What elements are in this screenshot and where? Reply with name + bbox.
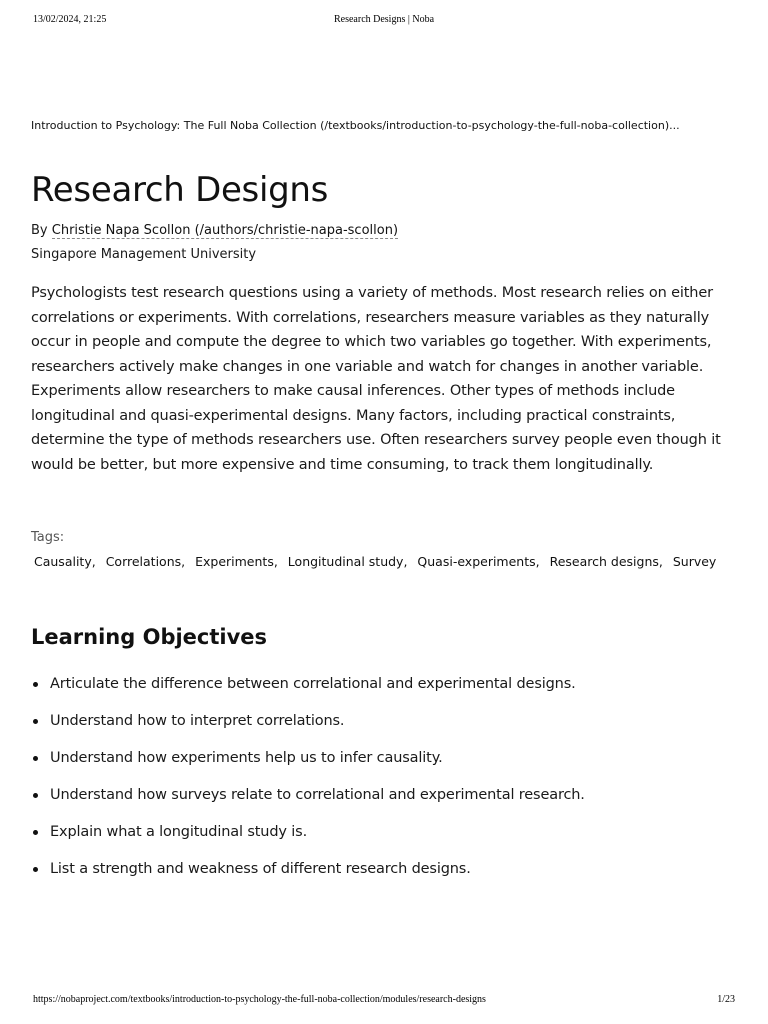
bullet-icon — [33, 793, 38, 798]
byline — [31, 222, 737, 240]
bullet-icon — [33, 867, 38, 872]
bullet-icon — [33, 830, 38, 835]
tag-quasi-experiments[interactable]: Quasi-experiments, — [417, 554, 540, 569]
objective-text: Articulate the difference between correlational and experimental designs. — [50, 676, 576, 692]
learning-objectives-list — [31, 674, 737, 879]
author-link[interactable]: Christie Napa Scollon (/authors/christie-napa-scollon) — [51, 223, 399, 238]
bullet-icon — [33, 756, 38, 761]
abstract: Psychologists test research questions using a variety of methods. Most research relies on either correlations or experiments. With correlations, researchers measure variables as they naturally occur in people and compute the degree to which two variables go together. With experiments, researchers actively make changes in one variable and watch for changes in another variable. Experiments allow researchers to make causal inferences. Other types of methods include longitudinal and quasi-experimental designs. Many factors, including practical constraints, determine the type of methods researchers use. Often researchers survey people even though it would be better, but more expensive and time consuming, to track them longitudinally. — [31, 285, 721, 473]
bullet-icon — [33, 682, 38, 687]
print-footer — [0, 994, 768, 1008]
print-datetime: 13/02/2024, 21:25 — [33, 14, 107, 25]
tag-correlations[interactable]: Correlations, — [105, 554, 186, 569]
tag-longitudinal-study[interactable]: Longitudinal study, — [287, 554, 408, 569]
author-affiliation: Singapore Management University — [31, 247, 257, 262]
list-item — [31, 859, 737, 879]
tag-experiments[interactable]: Experiments, — [195, 554, 278, 569]
tag-research-designs[interactable]: Research designs, — [549, 554, 663, 569]
print-page-title: Research Designs | Noba — [333, 14, 435, 25]
list-item — [31, 785, 737, 805]
tag-list — [31, 553, 737, 571]
page-title: Research Designs — [31, 170, 329, 210]
breadcrumb[interactable]: Introduction to Psychology: The Full Noba Collection (/textbooks/introduction-to-psychology-the-full-noba-collection)... — [31, 119, 680, 132]
objective-text: Understand how experiments help us to infer causality. — [50, 750, 443, 766]
tag-survey[interactable]: Survey — [672, 554, 717, 569]
page-number: 1/23 — [717, 994, 735, 1005]
list-item — [31, 748, 737, 768]
print-url: https://nobaproject.com/textbooks/introduction-to-psychology-the-full-noba-collection/modules/research-designs — [33, 994, 486, 1005]
learning-objectives-heading: Learning Objectives — [31, 625, 268, 649]
objective-text: Understand how surveys relate to correlational and experimental research. — [50, 787, 585, 803]
bullet-icon — [33, 719, 38, 724]
list-item — [31, 822, 737, 842]
byline-prefix: By — [31, 223, 52, 238]
list-item — [31, 711, 737, 731]
list-item — [31, 674, 737, 694]
tag-causality[interactable]: Causality, — [34, 554, 96, 569]
article — [31, 118, 737, 896]
print-header — [0, 14, 768, 28]
objective-text: Explain what a longitudinal study is. — [50, 824, 308, 840]
objective-text: List a strength and weakness of different research designs. — [50, 861, 471, 877]
tags-label: Tags: — [31, 530, 65, 545]
objective-text: Understand how to interpret correlations. — [50, 713, 345, 729]
